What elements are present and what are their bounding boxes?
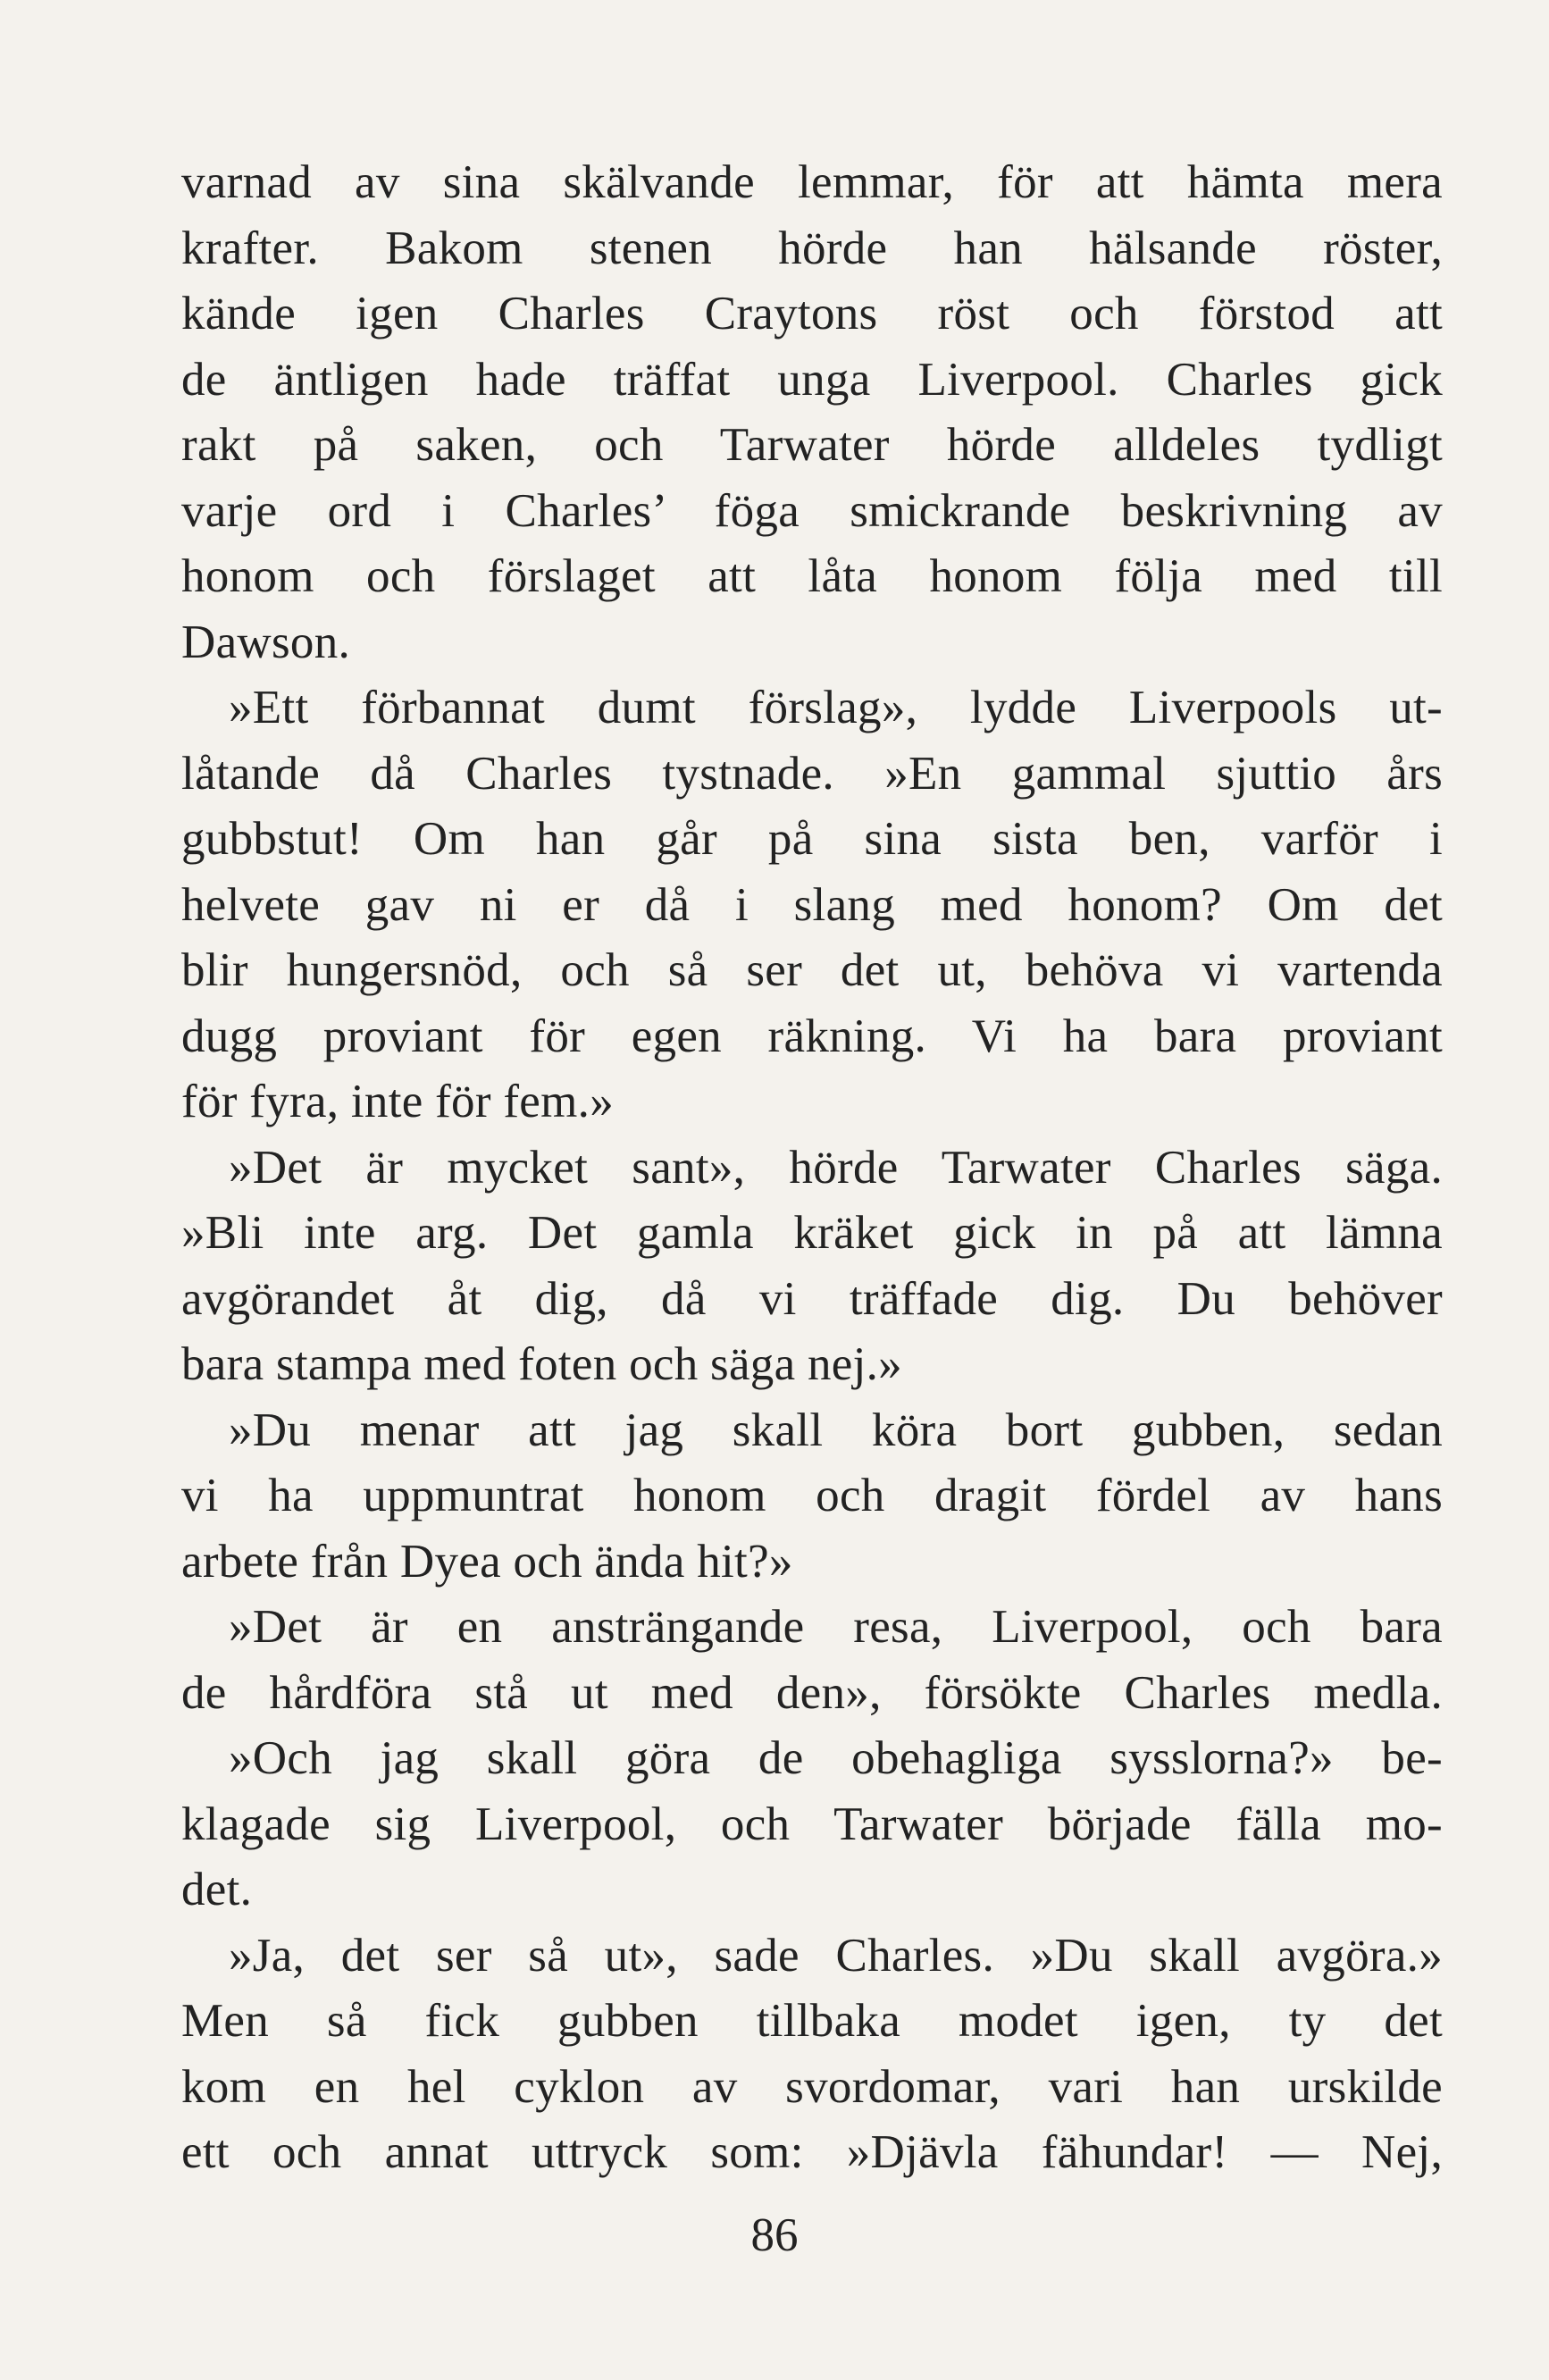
text-line: gubbstut! Om han går på sina sista ben, varför i bbox=[181, 813, 1443, 865]
text-line: låtande då Charles tystnade. »En gammal sjuttio års bbox=[181, 747, 1443, 800]
text-line: de hårdföra stå ut med den», försökte Charles medla. bbox=[181, 1666, 1443, 1719]
text-line: krafter. Bakom stenen hörde han hälsande röster, bbox=[181, 222, 1443, 274]
text-line: blir hungersnöd, och så ser det ut, behöva vi vartenda bbox=[181, 944, 1443, 996]
body-text bbox=[181, 150, 1443, 2186]
text-line: »Ett förbannat dumt förslag», lydde Liverpools ut- bbox=[229, 682, 1443, 733]
text-line: ett och annat uttryck som: »Djävla fähundar! — Nej, bbox=[181, 2126, 1443, 2178]
text-line: de äntligen hade träffat unga Liverpool. Charles gick bbox=[181, 353, 1443, 406]
text-line: kom en hel cyklon av svordomar, vari han urskilde bbox=[181, 2060, 1443, 2113]
text-line: klagade sig Liverpool, och Tarwater började fälla mo- bbox=[181, 1798, 1443, 1850]
text-line: kände igen Charles Craytons röst och förstod att bbox=[181, 288, 1443, 339]
text-line: det. bbox=[181, 1864, 253, 1915]
text-line: dugg proviant för egen räkning. Vi ha bara proviant bbox=[181, 1010, 1443, 1062]
text-line: »Det är mycket sant», hörde Tarwater Charles säga. bbox=[229, 1141, 1443, 1194]
page-number: 86 bbox=[750, 2209, 799, 2261]
text-line: Men så fick gubben tillbaka modet igen, ty det bbox=[181, 1995, 1443, 2047]
text-line: varje ord i Charles’ föga smickrande beskrivning av bbox=[181, 484, 1443, 537]
text-line: rakt på saken, och Tarwater hörde alldeles tydligt bbox=[181, 419, 1443, 471]
text-line: avgörandet åt dig, då vi träffade dig. Du behöver bbox=[181, 1272, 1443, 1325]
text-line: »Du menar att jag skall köra bort gubben, sedan bbox=[229, 1404, 1443, 1456]
text-line: vi ha uppmuntrat honom och dragit fördel av hans bbox=[181, 1470, 1443, 1521]
text-line: »Det är en ansträngande resa, Liverpool, och bara bbox=[229, 1601, 1443, 1653]
text-line: helvete gav ni er då i slang med honom? Om det bbox=[181, 878, 1443, 931]
text-line: för fyra, inte för fem.» bbox=[181, 1076, 614, 1127]
text-line: »Ja, det ser så ut», sade Charles. »Du skall avgöra.» bbox=[229, 1929, 1443, 1982]
text-line: »Bli inte arg. Det gamla kräket gick in på att lämna bbox=[181, 1207, 1443, 1259]
text-line: »Och jag skall göra de obehagliga sysslorna?» be- bbox=[229, 1732, 1443, 1784]
text-line: varnad av sina skälvande lemmar, för att hämta mera bbox=[181, 156, 1443, 208]
text-line: arbete från Dyea och ända hit?» bbox=[181, 1535, 793, 1588]
text-line: honom och förslaget att låta honom följa med till bbox=[181, 550, 1443, 602]
text-line: bara stampa med foten och säga nej.» bbox=[181, 1338, 902, 1390]
text-line: Dawson. bbox=[181, 616, 351, 668]
